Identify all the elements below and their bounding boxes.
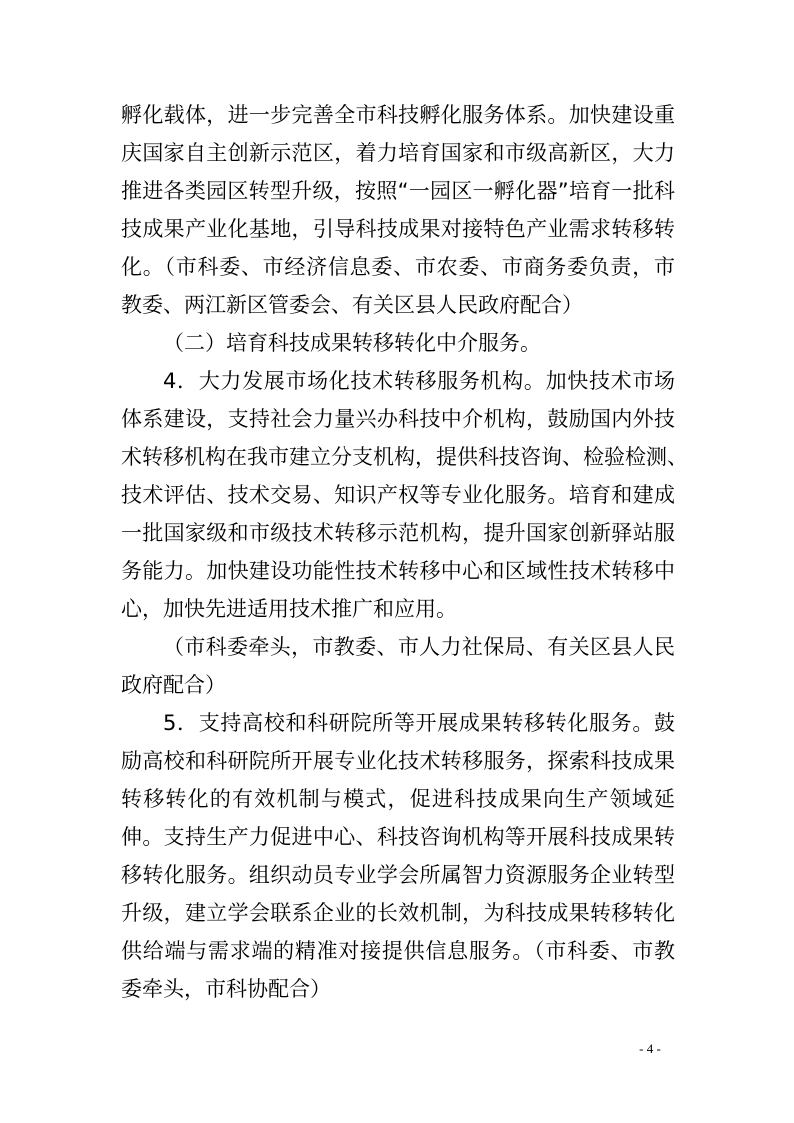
section-heading: （二）培育科技成果转移转化中介服务。 — [163, 331, 541, 355]
page-number: - 4 - — [639, 1041, 661, 1056]
text-line: 政府配合） — [121, 673, 226, 697]
text-line: 孵化载体，进一步完善全市科技孵化服务体系。加快建设重 — [121, 103, 675, 127]
text-line: 术转移机构在我市建立分支机构，提供科技咨询、检验检测、 — [121, 445, 688, 469]
text-line: 教委、两江新区管委会、有关区县人民政府配合） — [121, 293, 583, 317]
text-line: 推进各类园区转型升级，按照“一园区一孵化器”培育一批科 — [121, 179, 675, 203]
text-line: 庆国家自主创新示范区，着力培育国家和市级高新区，大力 — [121, 141, 675, 165]
text-line: 转移转化的有效机制与模式，促进科技成果向生产领域延 — [121, 787, 675, 811]
item-heading-line: 4．大力发展市场化技术转移服务机构。加快技术市场 — [163, 369, 675, 393]
text-line: 委牵头，市科协配合） — [121, 977, 331, 1001]
text-line: 移转化服务。组织动员专业学会所属智力资源服务企业转型 — [121, 863, 675, 887]
document-body — [121, 96, 688, 1008]
responsibility-line: （市科委牵头，市教委、市人力社保局、有关区县人民 — [163, 635, 675, 659]
item-heading-line: 5．支持高校和科研院所等开展成果转移转化服务。鼓 — [163, 711, 675, 735]
text-line: 务能力。加快建设功能性技术转移中心和区域性技术转移中 — [121, 559, 675, 583]
text-line: 技术评估、技术交易、知识产权等专业化服务。培育和建成 — [121, 483, 675, 507]
text-line: 心，加快先进适用技术推广和应用。 — [121, 597, 457, 621]
text-line: 供给端与需求端的精准对接提供信息服务。（市科委、市教 — [121, 939, 675, 963]
text-line: 一批国家级和市级技术转移示范机构，提升国家创新驿站服 — [121, 521, 675, 545]
text-line: 伸。支持生产力促进中心、科技咨询机构等开展科技成果转 — [121, 825, 675, 849]
text-line: 升级，建立学会联系企业的长效机制，为科技成果转移转化 — [121, 901, 675, 925]
text-line: 励高校和科研院所开展专业化技术转移服务，探索科技成果 — [121, 749, 675, 773]
text-line: 体系建设，支持社会力量兴办科技中介机构，鼓励国内外技 — [121, 407, 675, 431]
text-line: 化。（市科委、市经济信息委、市农委、市商务委负责，市 — [121, 255, 675, 279]
text-line: 技成果产业化基地，引导科技成果对接特色产业需求转移转 — [121, 217, 675, 241]
